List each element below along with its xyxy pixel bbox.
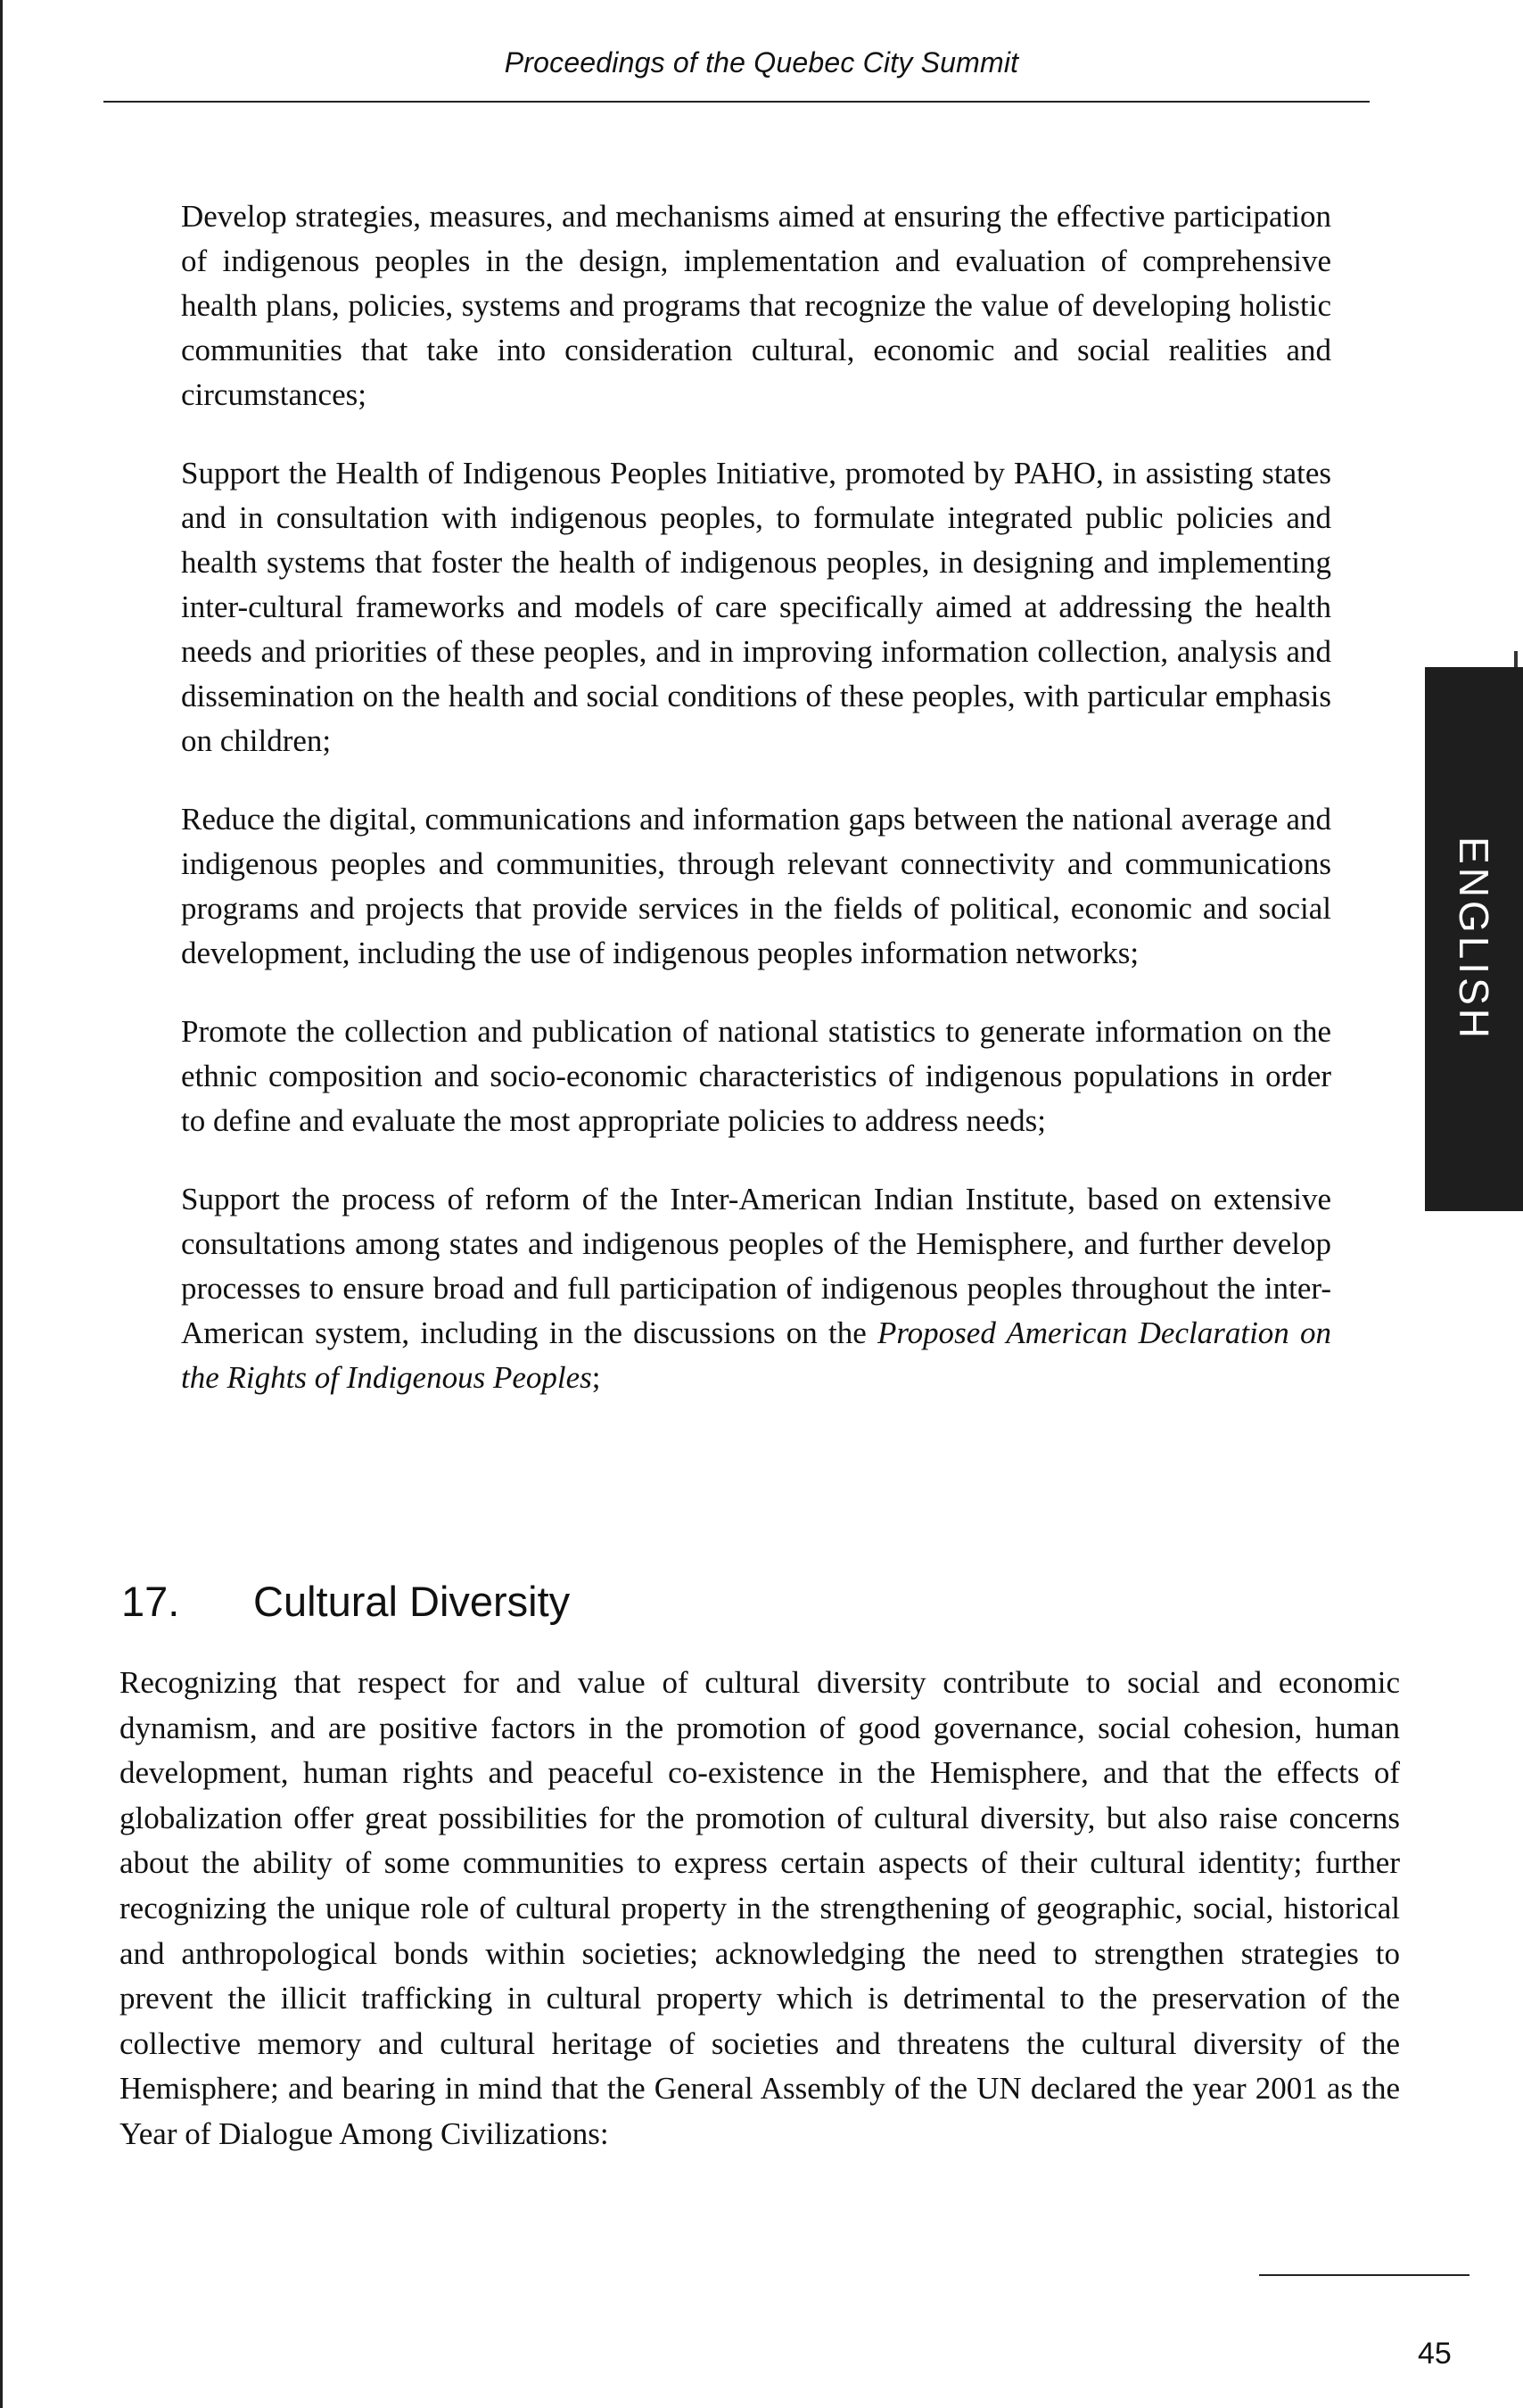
indented-paragraphs — [181, 194, 1331, 1434]
section-number: 17. — [121, 1578, 180, 1625]
section-title: Cultural Diversity — [253, 1578, 571, 1625]
paragraph-participation: Develop strategies, measures, and mechanisms aimed at ensuring the effective participation of indigenous peoples in the design, implementation and evaluation of comprehensive health plans, policies, systems and programs that recognize the value of developing holistic communities that take into consideration cultural, economic and social realities and circumstances; — [181, 199, 1331, 412]
paragraph-digital-gaps: Reduce the digital, communications and information gaps between the national average and indigenous peoples and communities, through relevant connectivity and communications programs and projects that provide services in the fields of political, economic and social development, including the use of indigenous peoples information networks; — [181, 802, 1331, 970]
page-number: 45 — [1418, 2337, 1452, 2371]
section-heading — [121, 1577, 570, 1626]
paragraph-statistics: Promote the collection and publication of national statistics to generate information on the ethnic composition and socio-economic characteristics of indigenous populations in order to define and evaluate the most appropriate policies to address needs; — [181, 1014, 1331, 1138]
language-tab-label: ENGLISH — [1451, 837, 1497, 1042]
header-rule — [103, 101, 1370, 103]
declaration-title: Proposed American Declaration on the Rights of Indigenous Peoples — [181, 1315, 1331, 1395]
paragraph-institute-text: Support the process of reform of the Inter-American Indian Institute, based on extensive consultations among states and indigenous peoples of the Hemisphere, and further develop processes to ensure broad and full participation of indigenous peoples throughout the inter-American system, including in the discussions on the — [181, 1182, 1331, 1350]
page-edge-line — [0, 0, 3, 2408]
section-body-paragraph: Recognizing that respect for and value of cultural diversity contribute to social and economic dynamism, and are positive factors in the promotion of good governance, social cohesion, human development, human rights and peaceful co-existence in the Hemisphere, and that the effects of globalization offer great possibilities for the promotion of cultural diversity, but also raise concerns about the ability of some communities to express certain aspects of their cultural identity; further recognizing the unique role of cultural property in the strengthening of geographic, social, historical and anthropological bonds within societies; acknowledging the need to strengthen strategies to prevent the illicit trafficking in cultural property which is detrimental to the preservation of the collective memory and cultural heritage of societies and threatens the cultural diversity of the Hemisphere; and bearing in mind that the General Assembly of the UN declared the year 2001 as the Year of Dialogue Among Civilizations: — [119, 1665, 1400, 2151]
language-side-tab — [1425, 667, 1523, 1211]
footer-rule — [1259, 2274, 1469, 2276]
running-header: Proceedings of the Quebec City Summit — [504, 46, 1019, 78]
paragraph-end-punctuation: ; — [591, 1360, 601, 1395]
paragraph-health-initiative: Support the Health of Indigenous Peoples Initiative, promoted by PAHO, in assisting states and in consultation with indigenous peoples, to formulate integrated public policies and health systems that foster the health of indigenous peoples, in designing and implementing inter-cultural frameworks and models of care specifically aimed at addressing the health needs and priorities of these peoples, and in improving information collection, analysis and dissemination on the health and social conditions of these peoples, with particular emphasis on children; — [181, 456, 1331, 758]
paragraph-institute-reform — [181, 1177, 1331, 1400]
